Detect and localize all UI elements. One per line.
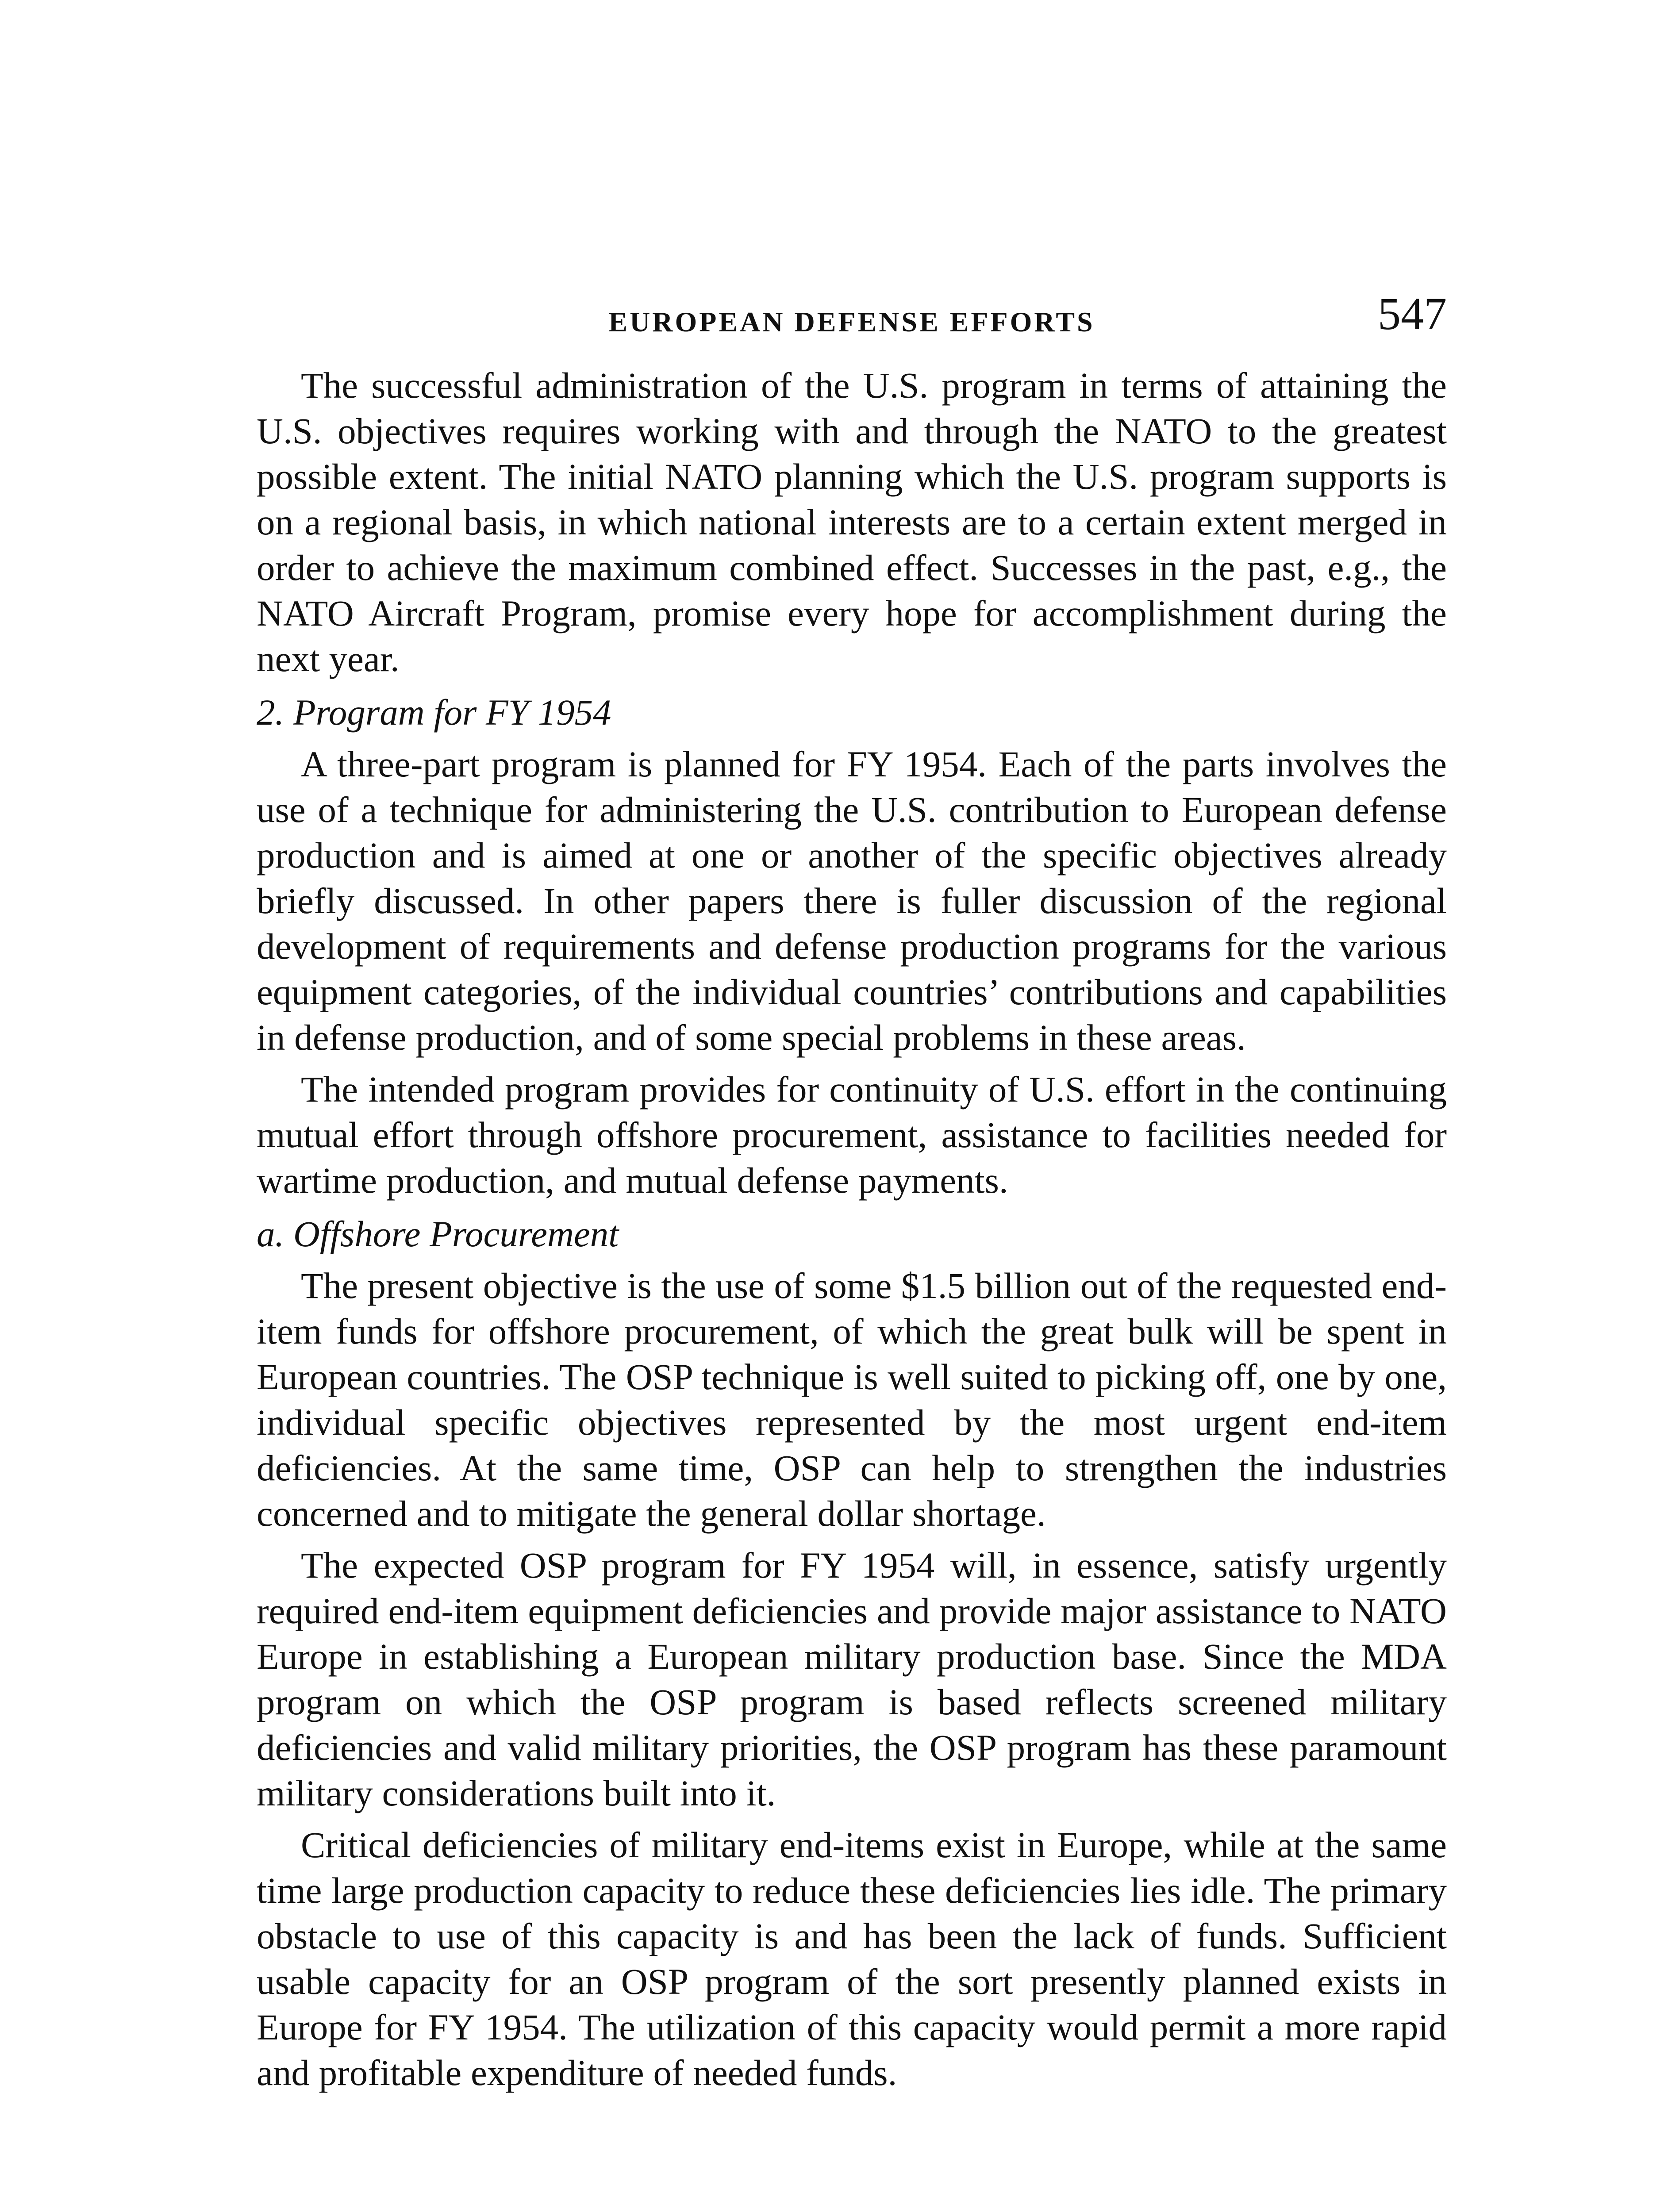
page-header	[257, 279, 1447, 341]
paragraph-critical-deficiencies: Critical deficiencies of military end-items exist in Europe, while at the same time large production capacity to reduce these deficiencies lies idle. The primary obstacle to use of this capacity is and has been the lack of funds. Sufficient usable capacity for an OSP program of the sort presently planned exists in Europe for FY 1954. The utilization of this capacity would permit a more rapid and profitable expenditure of needed funds.	[257, 1824, 1447, 2093]
paragraph-intended-program: The intended program provides for continuity of U.S. effort in the continuing mutual effort through offshore procurement, assistance to facilities needed for wartime production, and mutual defense payments.	[257, 1069, 1447, 1201]
page-number: 547	[1378, 288, 1447, 339]
text-block	[257, 363, 1447, 2102]
paragraph-three-part-program: A three-part program is planned for FY 1954. Each of the parts involves the use of a technique for administering the U.S. contribution to European defense production and is aimed at one or another of the specific objectives already briefly discussed. In other papers there is fuller discussion of the regional development of requirements and defense production programs for the various equipment categories, of the individual countries’ contributions and capabilities in defense production, and of some special problems in these areas.	[257, 744, 1447, 1058]
paragraph-expected-osp: The expected OSP program for FY 1954 will, in essence, satisfy urgently required end-item equipment deficiencies and provide major assistance to NATO Europe in establishing a European military production base. Since the MDA program on which the OSP program is based reflects screened military deficiencies and valid military priorities, the OSP program has these paramount military considerations built into it.	[257, 1545, 1447, 1813]
paragraph-present-objective: The present objective is the use of some $1.5 billion out of the requested end-item funds for offshore procurement, of which the great bulk will be spent in European countries. The OSP technique is well suited to picking off, one by one, individual specific objectives represented by the most urgent end-item deficiencies. At the same time, OSP can help to strengthen the industries concerned and to mitigate the general dollar shortage.	[257, 1265, 1447, 1534]
subsection-title: Offshore Procurement	[293, 1214, 619, 1254]
section-number: 2.	[257, 692, 284, 733]
paragraph-nato-administration: The successful administration of the U.S. program in terms of attaining the U.S. objectives requires working with and through the NATO to the greatest possible extent. The initial NATO planning which the U.S. program supports is on a regional basis, in which national interests are to a certain extent merged in order to achieve the maximum combined effect. Successes in the past, e.g., the NATO Aircraft Program, promise every hope for accomplishment during the next year.	[257, 365, 1447, 679]
subsection-letter: a.	[257, 1214, 284, 1254]
running-head: EUROPEAN DEFENSE EFFORTS	[608, 306, 1095, 338]
section-heading-program-fy1954	[257, 690, 1447, 735]
subsection-heading-offshore-procurement	[257, 1211, 1447, 1257]
section-title: Program for FY 1954	[293, 692, 611, 733]
